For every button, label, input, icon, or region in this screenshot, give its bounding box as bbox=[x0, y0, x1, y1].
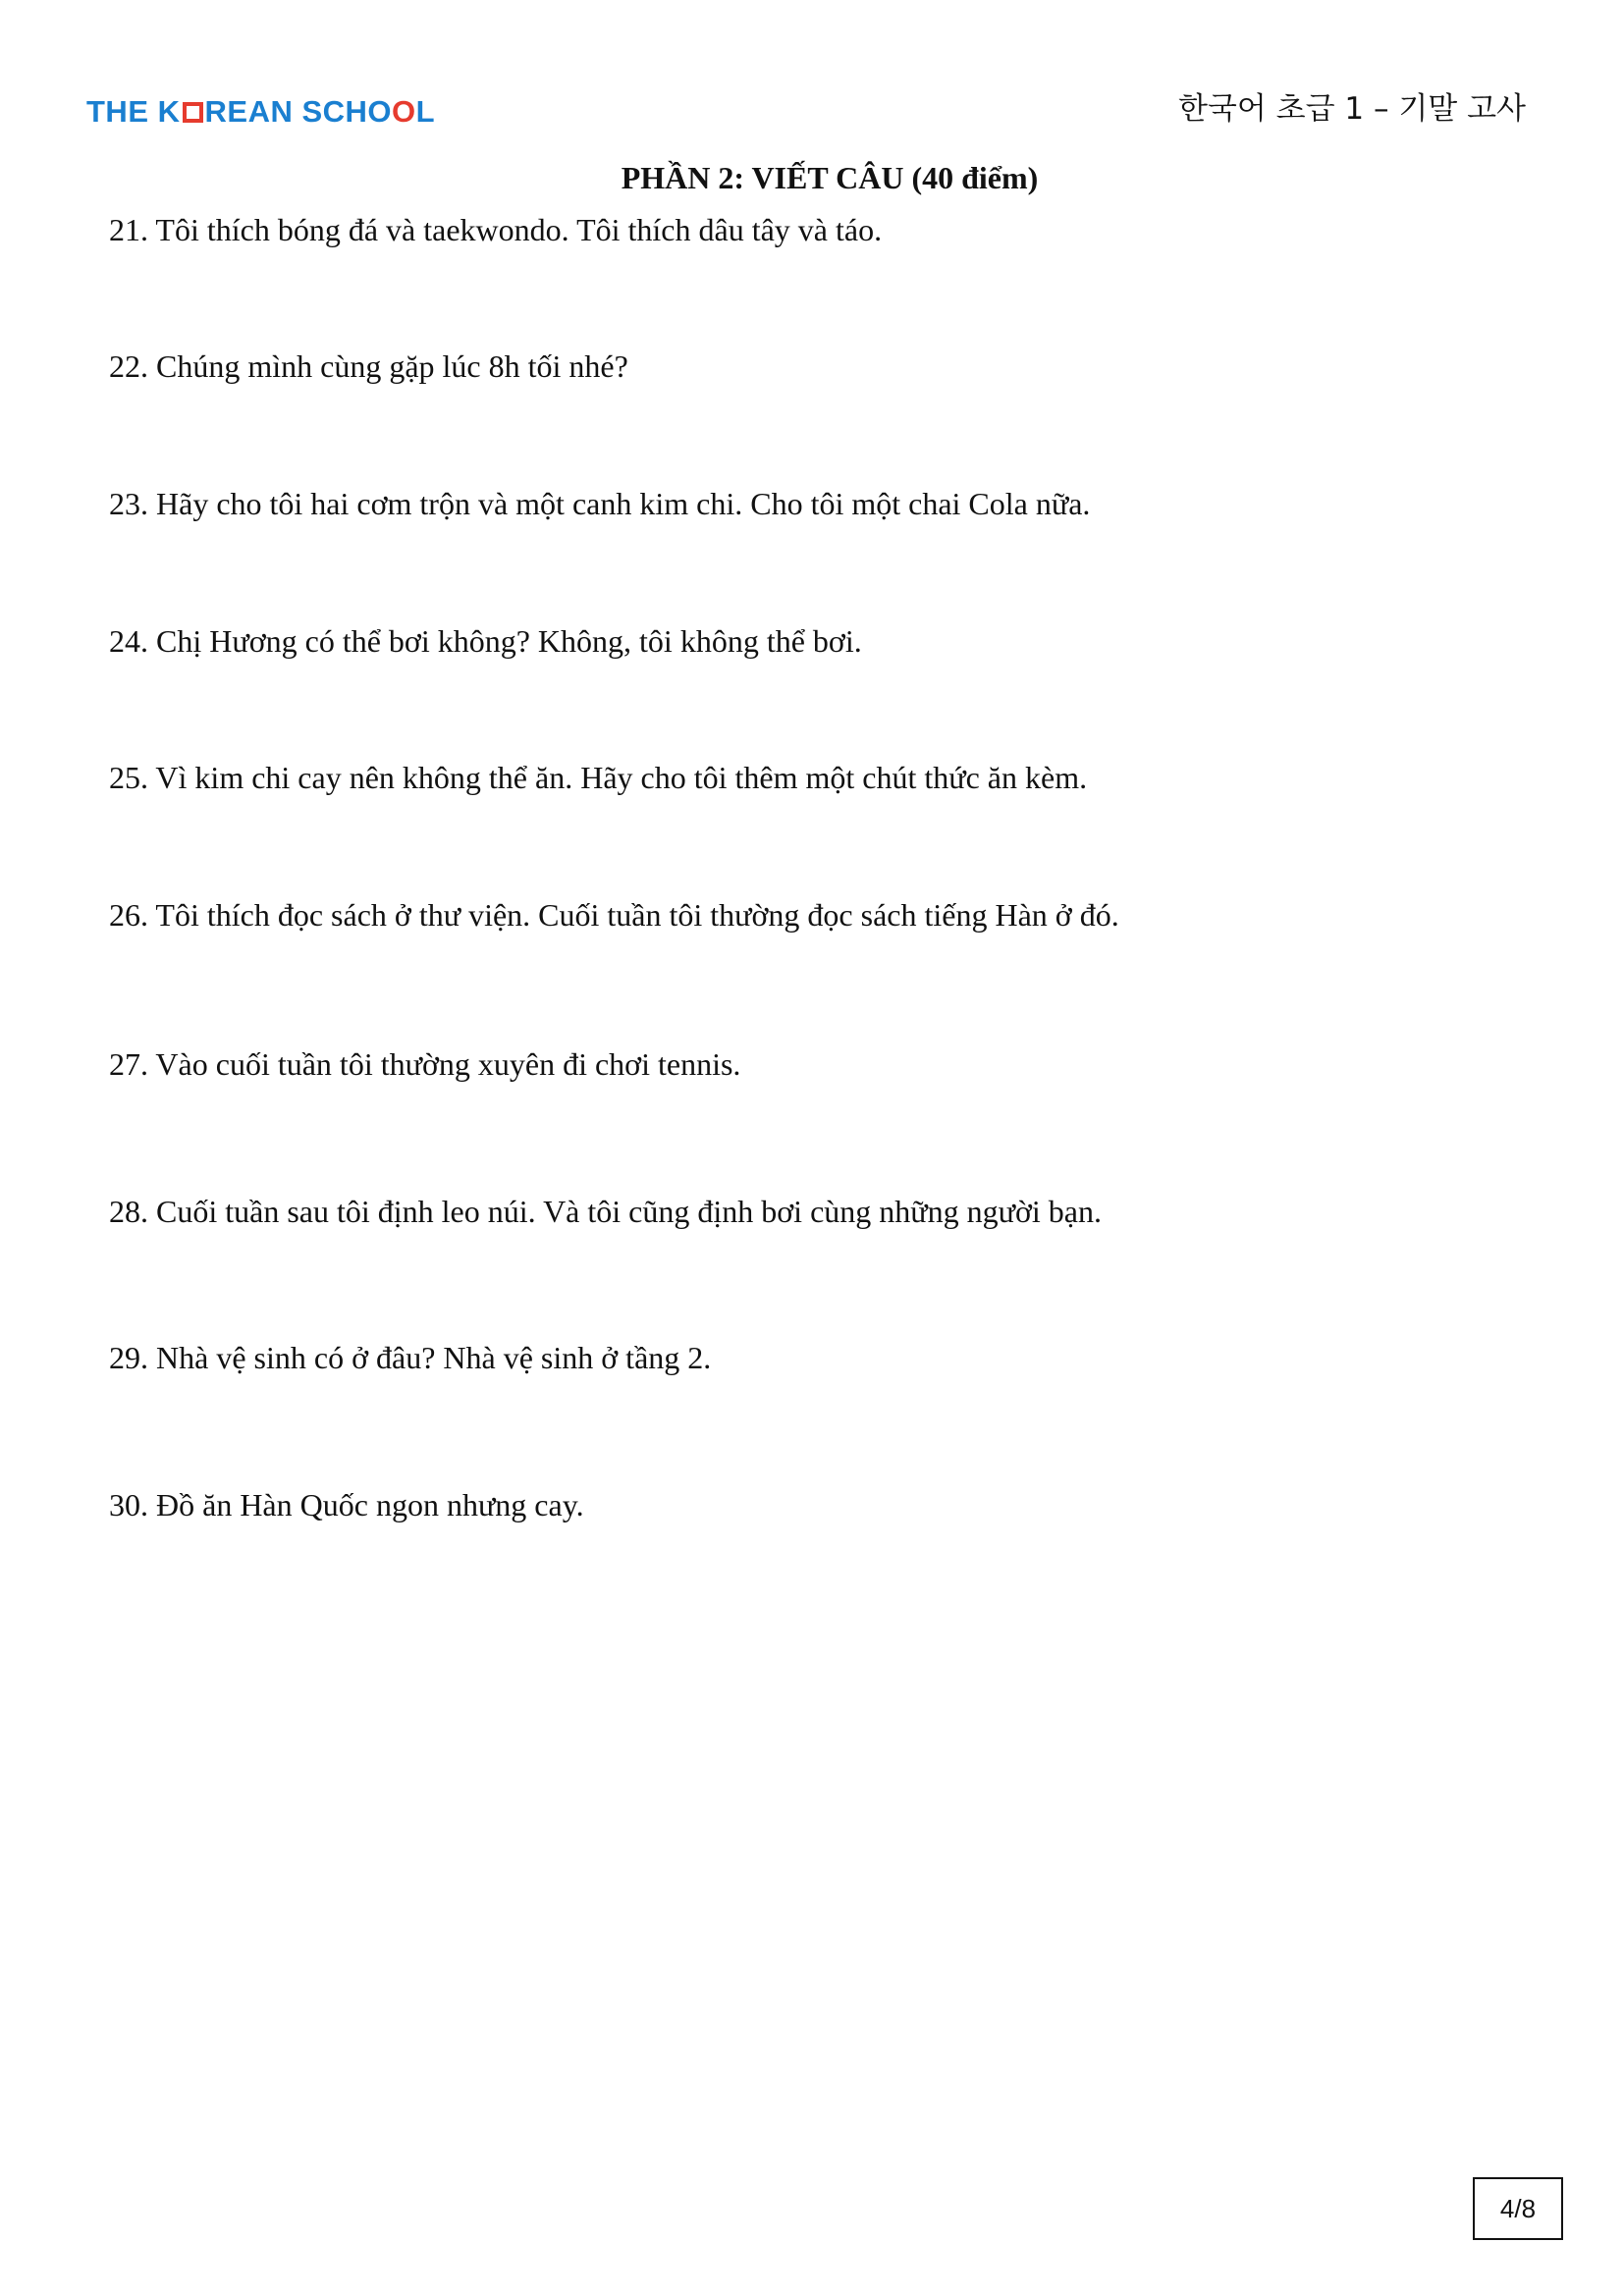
logo-red-o: O bbox=[392, 94, 416, 129]
sentence-30: 30. Đồ ăn Hàn Quốc ngon nhưng cay. bbox=[109, 1487, 584, 1522]
logo-text-end: L bbox=[415, 94, 436, 129]
sentence-25: 25. Vì kim chi cay nên không thể ăn. Hãy cho tôi thêm một chút thức ăn kèm. bbox=[109, 760, 1088, 795]
section-title: PHẦN 2: VIẾT CÂU (40 điểm) bbox=[621, 160, 1039, 195]
school-logo bbox=[86, 96, 435, 127]
logo-text-start: THE K bbox=[86, 94, 181, 129]
sentence-23: 23. Hãy cho tôi hai cơm trộn và một canh kim chi. Cho tôi một chai Cola nữa. bbox=[109, 486, 1091, 521]
sentence-24: 24. Chị Hương có thể bơi không? Không, tôi không thể bơi. bbox=[109, 623, 862, 659]
sentence-29: 29. Nhà vệ sinh có ở đâu? Nhà vệ sinh ở tầng 2. bbox=[109, 1340, 712, 1375]
sentence-22: 22. Chúng mình cùng gặp lúc 8h tối nhé? bbox=[109, 348, 628, 384]
sentence-26: 26. Tôi thích đọc sách ở thư viện. Cuối tuần tôi thường đọc sách tiếng Hàn ở đó. bbox=[109, 897, 1119, 933]
logo-text-middle: REAN SCHO bbox=[204, 94, 393, 129]
sentence-28: 28. Cuối tuần sau tôi định leo núi. Và tôi cũng định bơi cùng những người bạn. bbox=[109, 1194, 1102, 1229]
page-number-box bbox=[1473, 2177, 1563, 2240]
page-number: 4/8 bbox=[1499, 2193, 1537, 2223]
exam-header-title: 한국어 초급 1 – 기말 고사 bbox=[1177, 91, 1526, 127]
sentence-21: 21. Tôi thích bóng đá và taekwondo. Tôi thích dâu tây và táo. bbox=[109, 212, 883, 247]
sentence-27: 27. Vào cuối tuần tôi thường xuyên đi chơi tennis. bbox=[109, 1046, 741, 1082]
logo-square-o-mark bbox=[183, 102, 203, 123]
